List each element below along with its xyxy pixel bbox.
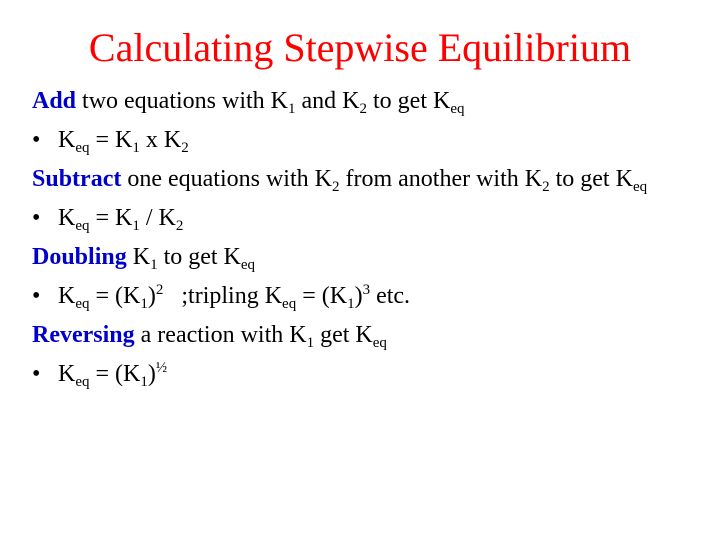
b3-sub-3: eq [282,296,297,312]
sub-text-2: from another with K [339,166,543,192]
sub-sub-2: 2 [542,179,550,195]
b3-sup-1: 2 [155,282,164,298]
b3-sup-2: 3 [362,282,371,298]
b1-text-1: K [58,127,76,153]
sub-text-1: one equations with K [121,166,332,192]
b4-sup-1: ½ [155,360,168,376]
b3-text-4: ;tripling K [181,283,283,309]
sub-sub-3: eq [632,179,648,195]
b1-text-3: x K [139,127,182,153]
doubling-keyword: Doubling [32,244,127,270]
b3-text-5: = (K [296,283,348,309]
bullet-subtract-formula [32,203,692,233]
add-keyword: Add [32,88,77,114]
rev-sub-1: 1 [306,335,315,351]
bullet-marker: • [32,205,41,231]
bullet-marker: • [32,127,41,153]
add-text-3: to get K [367,88,451,114]
sub-sub-1: 2 [331,179,340,195]
slide-body [32,86,692,398]
b4-sub-2: 1 [140,374,148,390]
rev-text-2: get K [314,322,373,348]
b3-sub-2: 1 [140,296,148,312]
add-sub-3: eq [450,101,465,117]
b4-text-2: = (K [89,361,141,387]
b3-text-7: etc. [370,283,411,309]
add-sub-2: 2 [359,101,367,117]
bullet-reversing-formula [32,359,692,389]
bullet-marker: • [32,361,41,387]
slide-title: Calculating Stepwise Equilibrium [88,25,632,70]
b4-sub-1: eq [75,374,90,390]
subtract-rule [32,164,692,194]
dbl-text-1: K [126,244,151,270]
b1-sub-2: 1 [132,140,140,156]
b1-sub-1: eq [75,140,90,156]
b3-text-6: ) [354,283,363,309]
b3-sub-1: eq [75,296,90,312]
sub-text-3: to get K [549,166,633,192]
add-text-1: two equations with K [76,88,289,114]
b4-text-1: K [58,361,76,387]
b3-sub-4: 1 [347,296,355,312]
add-text-2: and K [295,88,360,114]
dbl-sub-2: eq [240,257,256,273]
bullet-doubling-formula [32,281,692,311]
b2-sub-1: eq [75,218,90,234]
b3-text-3: ) [147,283,156,309]
bullet-add-formula [32,125,692,155]
b1-text-2: = K [89,127,133,153]
reversing-keyword: Reversing [32,322,135,348]
rev-sub-2: eq [372,335,387,351]
bullet-marker: • [32,283,41,309]
b2-text-1: K [58,205,76,231]
b2-text-3: / K [139,205,176,231]
subtract-keyword: Subtract [32,166,122,192]
add-rule [32,86,692,116]
b3-text-1: K [58,283,76,309]
dbl-sub-1: 1 [150,257,158,273]
dbl-text-2: to get K [157,244,241,270]
doubling-rule [32,242,692,272]
b2-text-2: = K [89,205,133,231]
b3-text-2: = (K [89,283,141,309]
b4-text-3: ) [147,361,156,387]
b1-sub-3: 2 [181,140,189,156]
b2-sub-2: 1 [132,218,140,234]
rev-text-1: a reaction with K [134,322,307,348]
reversing-rule [32,320,692,350]
b2-sub-3: 2 [175,218,184,234]
add-sub-1: 1 [288,101,296,117]
